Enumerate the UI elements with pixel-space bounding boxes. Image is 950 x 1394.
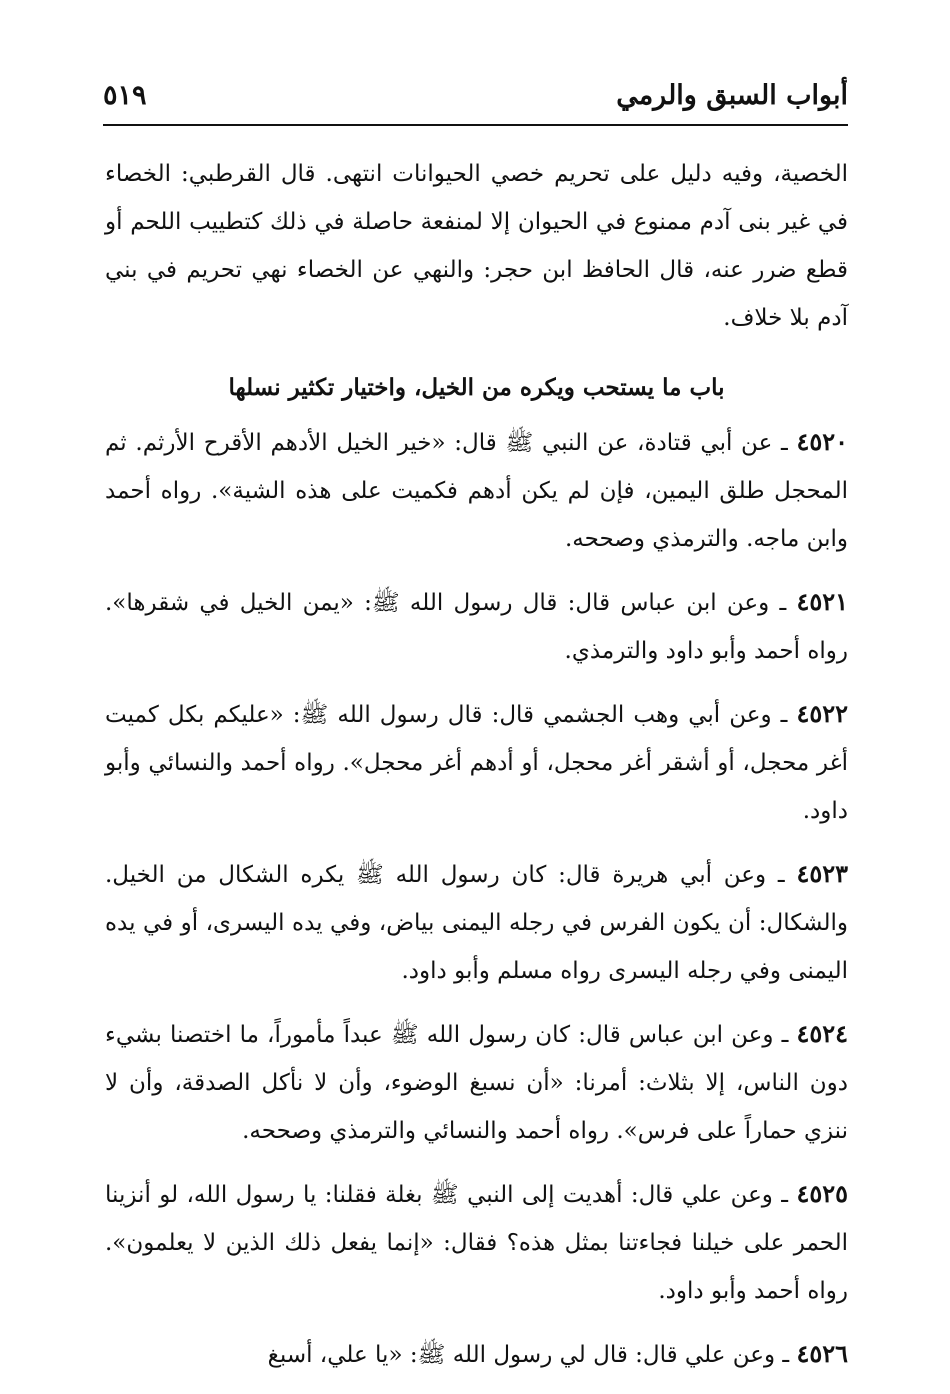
intro-paragraph: الخصية، وفيه دليل على تحريم خصي الحيوانات انتهى. قال القرطبي: الخصاء في غير بنى آدم ممنوع في الحيوان إلا لمنفعة حاصلة في ذلك كتطييب اللحم أو قطع ضرر عنه، قال الحافظ ابن حجر: والنهي عن الخصاء نهي تحريم في بني آدم بلا خلاف.	[105, 161, 849, 331]
hadith-number: ٤٥٢٤	[796, 1019, 848, 1048]
hadith-text: ـ وعن علي قال: أهديت إلى النبي ﷺ بغلة فقلنا: يا رسول الله، لو أنزينا الحمر على خيلنا فجاءتنا بمثل هذه؟ فقال: «إنما يفعل ذلك الذين لا يعلمون». رواه أحمد وأبو داود.	[105, 1182, 848, 1304]
hadith-text: ـ عن أبي قتادة، عن النبي ﷺ قال: «خير الخيل الأدهم الأقرح الأرثم. ثم المحجل طلق اليمين، فإن لم يكن أدهم فكميت على هذه الشية». رواه أحمد وابن ماجه. والترمذي وصححه.	[105, 430, 848, 552]
page-body	[105, 150, 848, 1394]
hadith-paragraph	[105, 1010, 848, 1155]
hadith-number: ٤٥٢٦	[796, 1339, 848, 1368]
hadith-number: ٤٥٢١	[796, 587, 849, 616]
hadith-number: ٤٥٢٢	[796, 699, 849, 728]
hadith-text: ـ وعن أبي هريرة قال: كان رسول الله ﷺ يكره الشكال من الخيل. والشكال: أن يكون الفرس في رجله اليمنى بياض، وفي يده اليسرى، أو في يده اليمنى وفي رجله اليسرى رواه مسلم وأبو داود.	[105, 862, 848, 984]
hadith-text: ـ وعن ابن عباس قال: كان رسول الله ﷺ عبداً مأموراً، ما اختصنا بشيء دون الناس، إلا بثلاث: أمرنا: «أن نسبغ الوضوء، وأن لا نأكل الصدقة، وأن لا ننزي حماراً على فرس». رواه أحمد والنسائي والترمذي وصححه.	[105, 1022, 848, 1144]
hadith-paragraph	[105, 418, 848, 563]
hadith-text: ـ وعن أبي وهب الجشمي قال: قال رسول الله ﷺ: «عليكم بكل كميت أغر محجل، أو أشقر أغر محجل، أو أدهم أغر محجل». رواه أحمد والنسائي وأبو داود.	[105, 702, 848, 824]
page-number: ٥١٩	[103, 80, 147, 111]
page-header	[103, 72, 848, 126]
hadith-number: ٤٥٢٥	[796, 1179, 848, 1208]
hadith-number: ٤٥٢٠	[796, 427, 848, 456]
hadith-number: ٤٥٢٣	[796, 859, 848, 888]
hadith-paragraph	[105, 1330, 848, 1379]
hadith-paragraph	[105, 1170, 848, 1315]
running-title: أبواب السبق والرمي	[616, 80, 848, 111]
hadith-paragraph	[105, 690, 848, 835]
hadith-text: ـ وعن ابن عباس قال: قال رسول الله ﷺ: «يمن الخيل في شقرها». رواه أحمد وأبو داود والترمذي.	[105, 590, 848, 664]
hadith-paragraph	[105, 578, 848, 675]
hadith-text: ـ وعن علي قال: قال لي رسول الله ﷺ: «يا علي، أسبغ	[267, 1342, 790, 1368]
chapter-heading: باب ما يستحب ويكره من الخيل، واختيار تكثير نسلها	[228, 374, 725, 401]
hadith-paragraph	[105, 850, 848, 995]
